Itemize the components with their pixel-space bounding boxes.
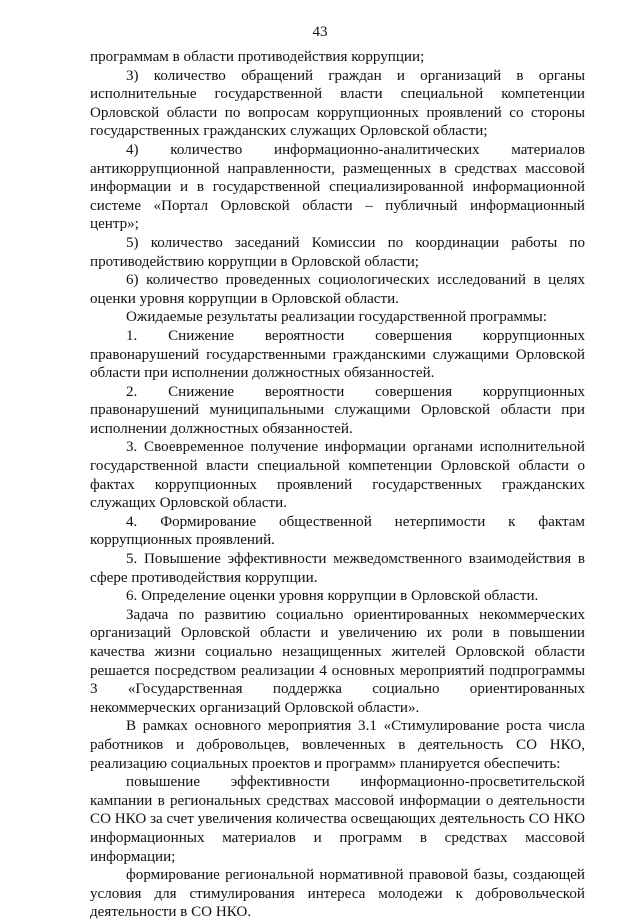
paragraph: повышение эффективности информационно-просветительской кампании в региональных средствах массовой информации о деятельности СО НКО за счет увеличения количества освещающих деятельность СО НКО информационных материалов и программ в средствах массовой информации; xyxy=(90,774,585,865)
document-body xyxy=(90,48,585,922)
paragraph: 6. Определение оценки уровня коррупции в Орловской области. xyxy=(126,588,539,605)
paragraph: программам в области противодействия коррупции; xyxy=(90,49,425,65)
paragraph: 2. Снижение вероятности совершения коррупционных правонарушений муниципальными служащими Орловской области при исполнении должностных обязанностей. xyxy=(90,383,585,437)
paragraph: 3. Своевременное получение информации органами исполнительной государственной власти специальной компетенции Орловской области о фактах коррупционных проявлений государственных гражданских служащих Орловской области. xyxy=(90,439,585,512)
paragraph: 4) количество информационно-аналитических материалов антикоррупционной направленности, размещенных в средствах массовой информации и в государственной специализированной информационной системе «Портал Орловской области – публичный информационный центр»; xyxy=(90,141,585,233)
paragraph: Задача по развитию социально ориентированных некоммерческих организаций Орловской области и увеличению их роли в повышении качества жизни социально незащищенных жителей Орловской области решается посредством реализации 4 основных мероприятий подпрограммы 3 «Государственная поддержка социально ориентированных некоммерческих организаций Орловской области». xyxy=(90,606,585,716)
page-number: 43 xyxy=(312,24,328,40)
paragraph: 4. Формирование общественной нетерпимости к фактам коррупционных проявлений. xyxy=(90,513,585,549)
paragraph: 3) количество обращений граждан и организаций в органы исполнительные государственной власти специальной компетенции Орловской области по вопросам коррупционных проявлений со стороны государственных гражданских служащих Орловской области; xyxy=(90,67,585,140)
paragraph: 6) количество проведенных социологических исследований в целях оценки уровня коррупции в Орловской области. xyxy=(90,272,585,307)
paragraph: В рамках основного мероприятия 3.1 «Стимулирование роста числа работников и добровольцев, вовлеченных в деятельность СО НКО, реализацию социальных проектов и программ» планируется обеспечить: xyxy=(90,718,585,772)
paragraph: 5) количество заседаний Комиссии по координации работы по противодействию коррупции в Орловской области; xyxy=(90,234,585,270)
paragraph: Ожидаемые результаты реализации государственной программы: xyxy=(126,309,547,326)
paragraph: 1. Снижение вероятности совершения коррупционных правонарушений государственными гражданскими служащими Орловской области при исполнении должностных обязанностей. xyxy=(90,327,585,382)
paragraph: формирование региональной нормативной правовой базы, создающей условия для стимулирования интереса молодежи к добровольческой деятельности в СО НКО. xyxy=(90,867,585,921)
paragraph: 5. Повышение эффективности межведомственного взаимодействия в сфере противодействия коррупции. xyxy=(90,551,585,586)
